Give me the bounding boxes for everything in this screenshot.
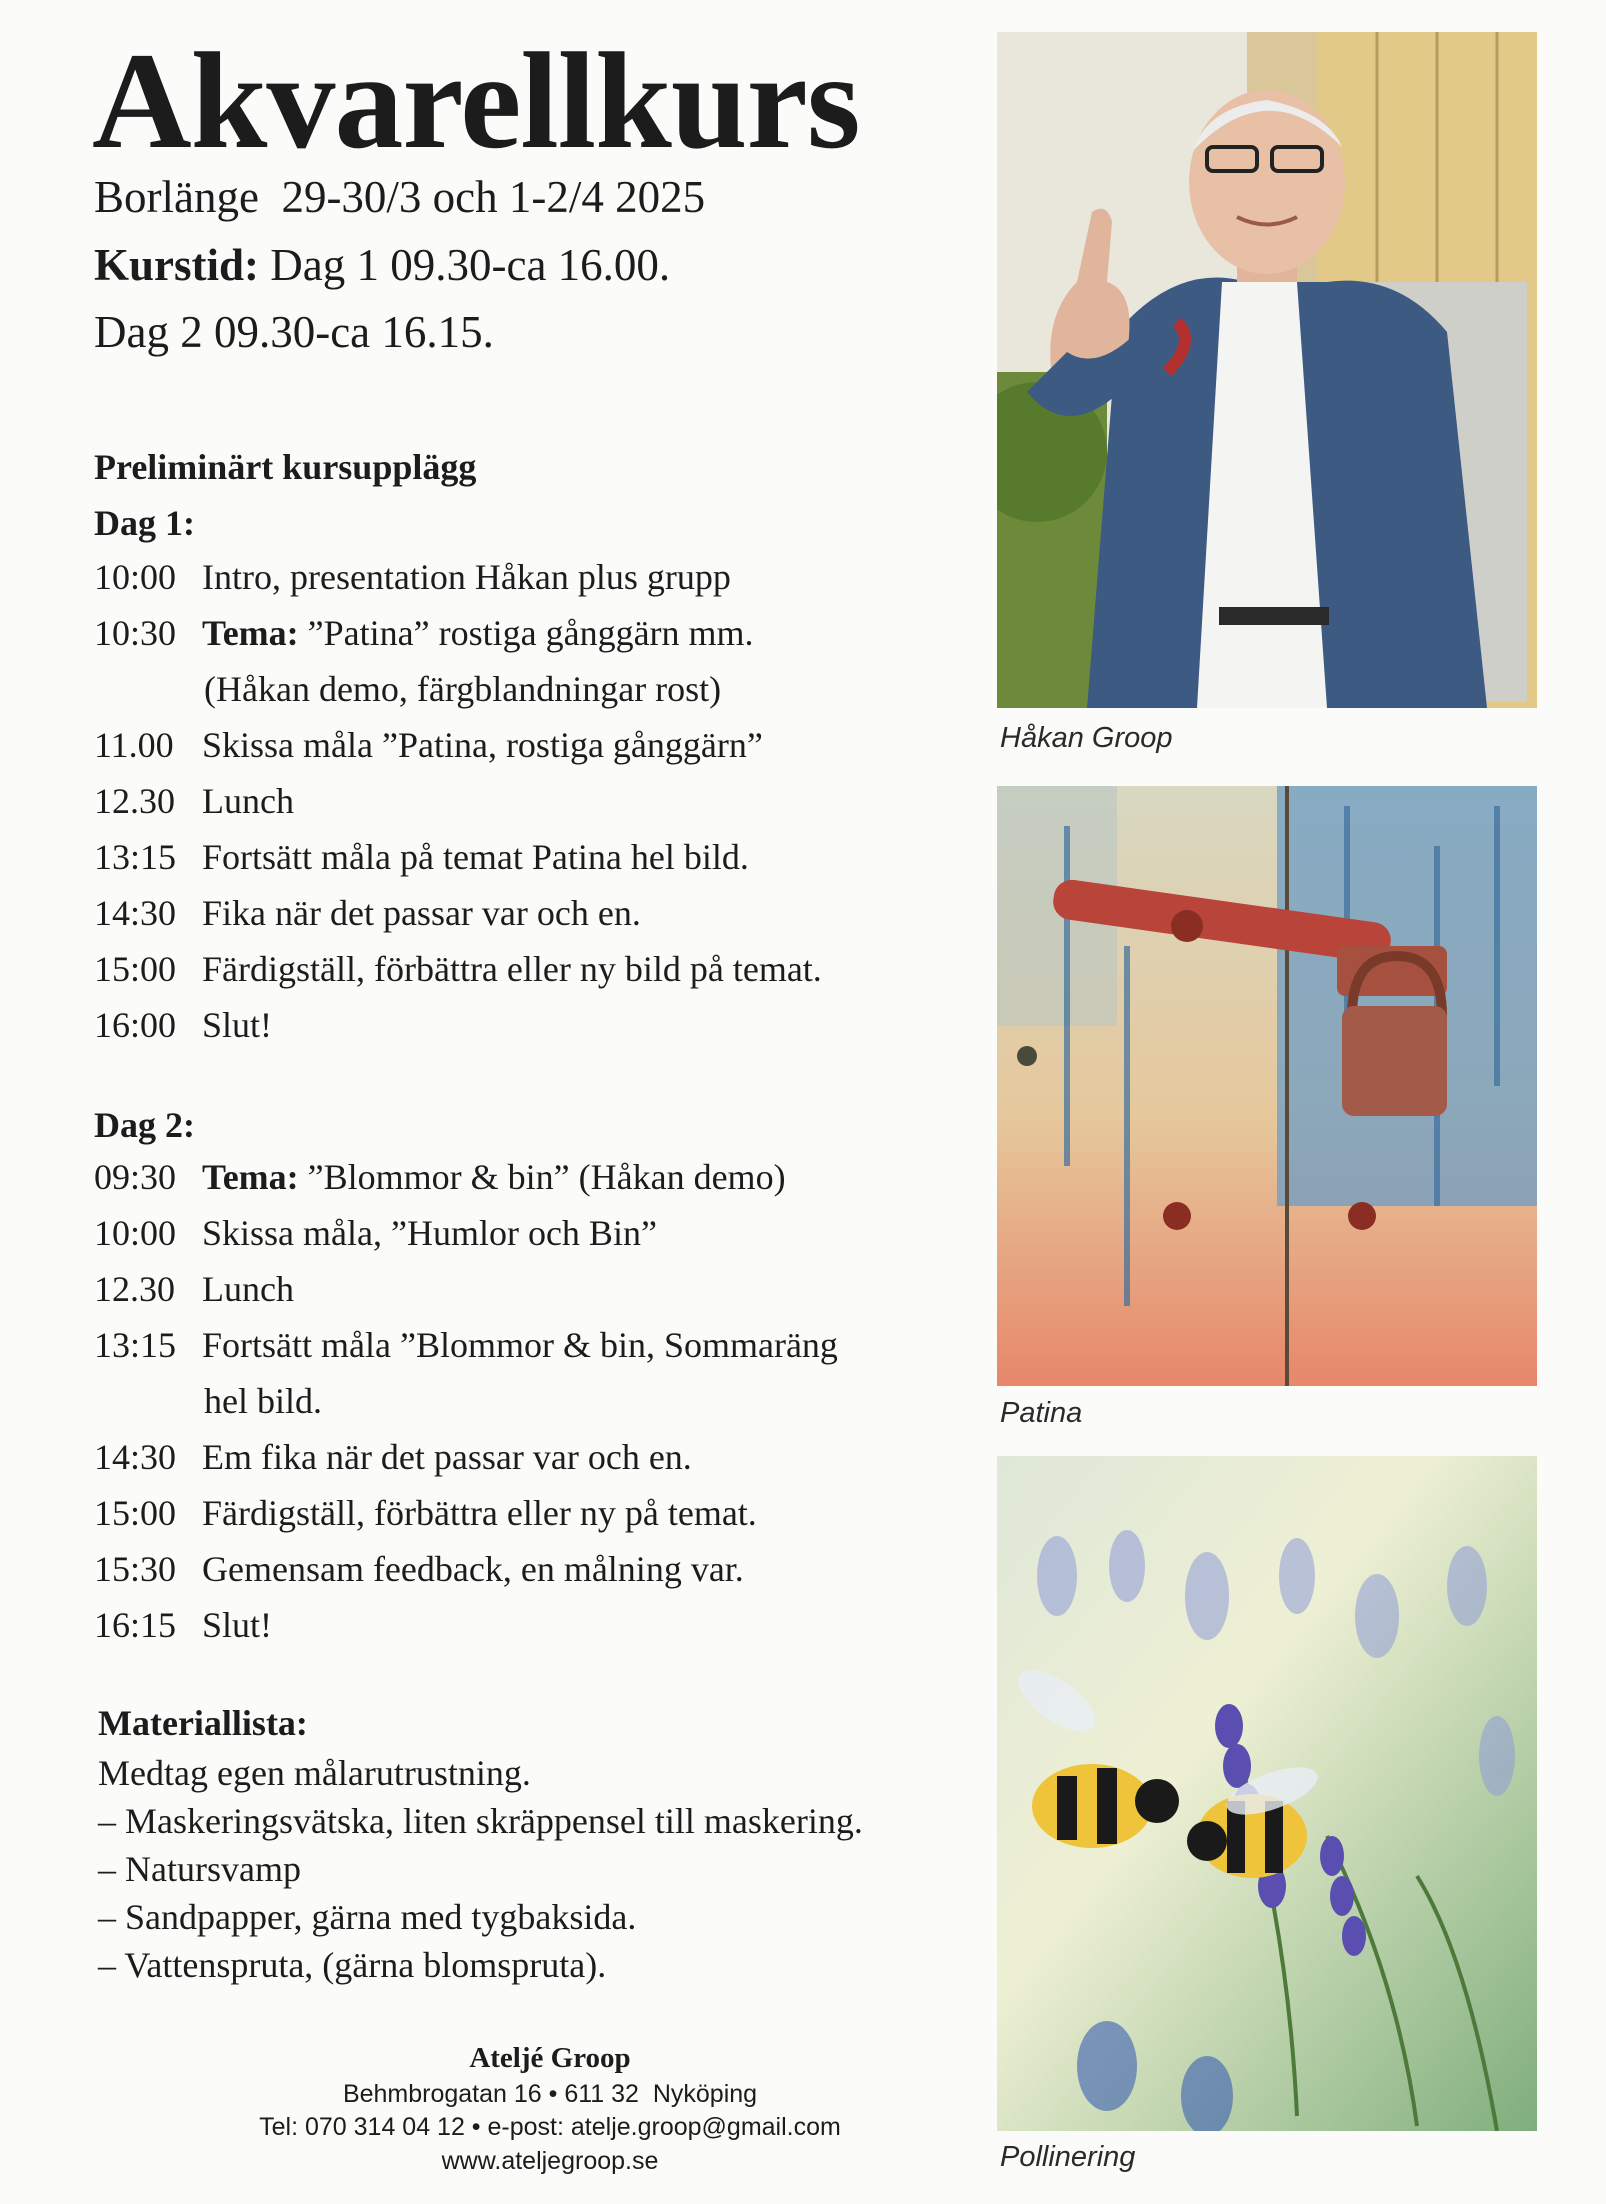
schedule-row (94, 1604, 272, 1647)
schedule-heading: Preliminärt kursupplägg (94, 447, 477, 487)
schedule-row (94, 1156, 786, 1199)
materials-item: – Natursvamp (98, 1849, 301, 1889)
row-text: ”Patina” rostiga gånggärn mm. (298, 613, 754, 653)
row-time: 10:00 (94, 1213, 177, 1253)
row-text: Fika när det passar var och en. (202, 893, 641, 933)
schedule-row (94, 1436, 692, 1479)
row-time: 12.30 (94, 781, 175, 821)
row-text: Skissa måla, ”Humlor och Bin” (202, 1213, 657, 1253)
row-time: 10:00 (94, 557, 177, 597)
row-time: 16:15 (94, 1605, 177, 1645)
schedule-row (94, 780, 294, 823)
course-time-day2: Dag 2 09.30-ca 16.15. (94, 307, 494, 357)
row-time: 15:00 (94, 949, 177, 989)
studio-contact: Tel: 070 314 04 12 • e-post: atelje.groop@gmail.com (259, 2113, 841, 2142)
row-text: Färdigställ, förbättra eller ny bild på temat. (202, 949, 822, 989)
schedule-row (94, 612, 754, 655)
row-text: Färdigställ, förbättra eller ny på temat. (202, 1493, 757, 1533)
page-title: Akvarellkurs (92, 24, 860, 177)
row-text: Fortsätt måla ”Blommor & bin, Sommaräng (202, 1325, 838, 1365)
row-time: 13:15 (94, 1325, 177, 1365)
studio-address: Behmbrogatan 16 • 611 32 Nyköping (342, 2079, 758, 2108)
footer (180, 2040, 920, 2179)
row-text: Gemensam feedback, en målning var. (202, 1549, 744, 1589)
schedule-row (94, 724, 763, 767)
schedule-row (94, 1004, 272, 1047)
row-time: 14:30 (94, 1437, 177, 1477)
schedule-row-continuation: (Håkan demo, färgblandningar rost) (204, 669, 722, 709)
row-text: Slut! (202, 1005, 273, 1045)
row-theme-label: Tema: (202, 613, 299, 653)
schedule-row (94, 1268, 294, 1311)
materials-heading: Materiallista: (98, 1703, 308, 1743)
patina-painting (997, 786, 1537, 1386)
schedule-row (94, 1212, 657, 1255)
schedule-row (94, 1548, 744, 1591)
pollinering-painting (997, 1456, 1537, 2131)
materials-item: – Maskeringsvätska, liten skräppensel till maskering. (98, 1801, 863, 1841)
row-text: Lunch (202, 781, 294, 821)
row-time: 12.30 (94, 1269, 175, 1309)
schedule-row (94, 556, 731, 599)
studio-website: www.ateljegroop.se (441, 2147, 659, 2176)
schedule-row (94, 948, 822, 991)
schedule-row (94, 892, 641, 935)
row-time: 15:00 (94, 1493, 177, 1533)
materials-item: – Sandpapper, gärna med tygbaksida. (98, 1897, 637, 1937)
portrait-illustration (997, 32, 1537, 708)
row-text: Slut! (202, 1605, 273, 1645)
row-time: 10:30 (94, 613, 177, 653)
patina-caption: Patina (1000, 1397, 1083, 1429)
day1-label: Dag 1: (94, 503, 195, 543)
materials-intro: Medtag egen målarutrustning. (98, 1753, 531, 1793)
course-time-day1 (94, 238, 670, 292)
row-theme-label: Tema: (202, 1157, 299, 1197)
pollinering-illustration (997, 1456, 1537, 2131)
row-time: 14:30 (94, 893, 177, 933)
course-dates: Borlänge 29-30/3 och 1-2/4 2025 (94, 172, 706, 222)
pollinering-caption: Pollinering (1000, 2141, 1136, 2173)
row-time: 15:30 (94, 1549, 177, 1589)
course-time-value: Dag 1 09.30-ca 16.00. (259, 240, 671, 290)
row-text: ”Blommor & bin” (Håkan demo) (298, 1157, 786, 1197)
row-time: 11.00 (94, 725, 174, 765)
materials-item: – Vattenspruta, (gärna blomspruta). (98, 1945, 607, 1985)
row-text: Fortsätt måla på temat Patina hel bild. (202, 837, 749, 877)
row-text: Intro, presentation Håkan plus grupp (202, 557, 731, 597)
day2-label: Dag 2: (94, 1105, 195, 1145)
row-text: Skissa måla ”Patina, rostiga gånggärn” (202, 725, 763, 765)
row-text: Em fika när det passar var och en. (202, 1437, 692, 1477)
schedule-row (94, 836, 749, 879)
portrait-caption: Håkan Groop (1000, 722, 1173, 754)
schedule-row (94, 1324, 838, 1367)
row-text: Lunch (202, 1269, 294, 1309)
row-time: 13:15 (94, 837, 177, 877)
schedule-row (94, 1492, 757, 1535)
studio-name: Ateljé Groop (469, 2042, 631, 2074)
schedule-row-continuation: hel bild. (204, 1381, 322, 1421)
portrait-photo (997, 32, 1537, 708)
patina-illustration (997, 786, 1537, 1386)
row-time: 16:00 (94, 1005, 177, 1045)
course-time-label: Kurstid: (94, 240, 260, 290)
row-time: 09:30 (94, 1157, 177, 1197)
